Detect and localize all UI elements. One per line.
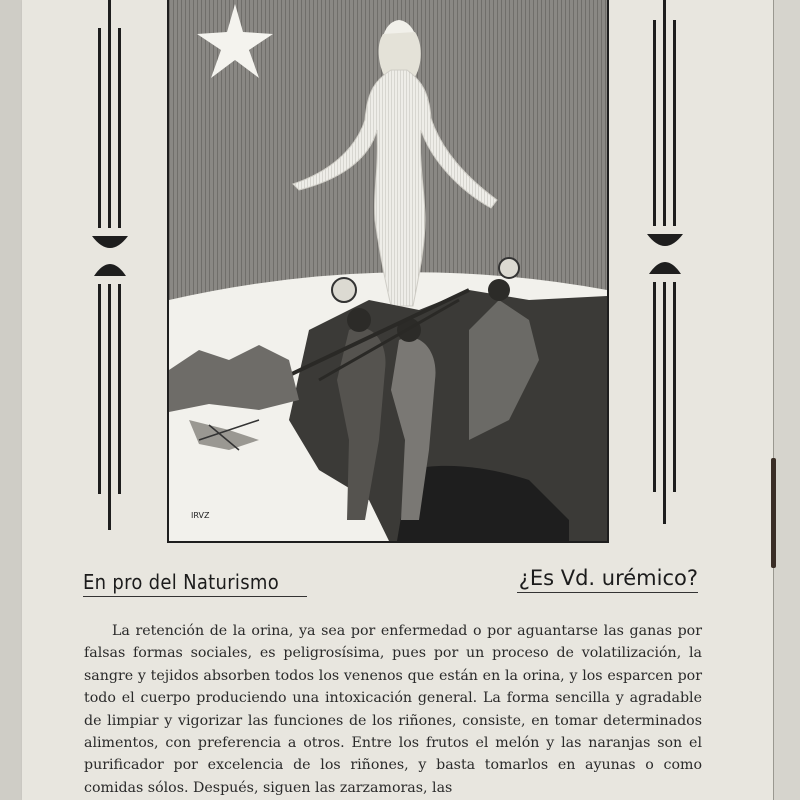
next-page-edge [774, 0, 800, 800]
illustration-frame [167, 0, 609, 543]
right-ornament [643, 0, 687, 540]
article-paragraph: La retención de la orina, ya sea por enfermedad o por aguantarse las ganas por falsas formas sociales, es peligrosísima, pues por un proceso de volatilización, la sangre y tejidos absorben todos los venenos que están en la orina, y los esparcen por todo el cuerpo produciendo una intoxicación general. La forma sencilla y agradable de limpiar y vigorizar las funciones de los riñones, consiste, en tomar determinados alimentos, con preferencia a otros. Entre los frutos el melón y las naranjas son el purificador por excelencia de los riñones, y basta tomarlos en ayunas o como comidas sólos. Después, siguen las zarzamoras, las [84, 623, 702, 796]
heading-es-vd-uremico: ¿Es Vd. urémico? [517, 566, 698, 593]
left-ornament [88, 0, 132, 540]
article-body [84, 620, 702, 799]
artist-signature: IRVZ [191, 511, 210, 520]
binding-mark [771, 458, 776, 568]
heading-en-pro-del-naturismo: En pro del Naturismo [83, 570, 307, 597]
